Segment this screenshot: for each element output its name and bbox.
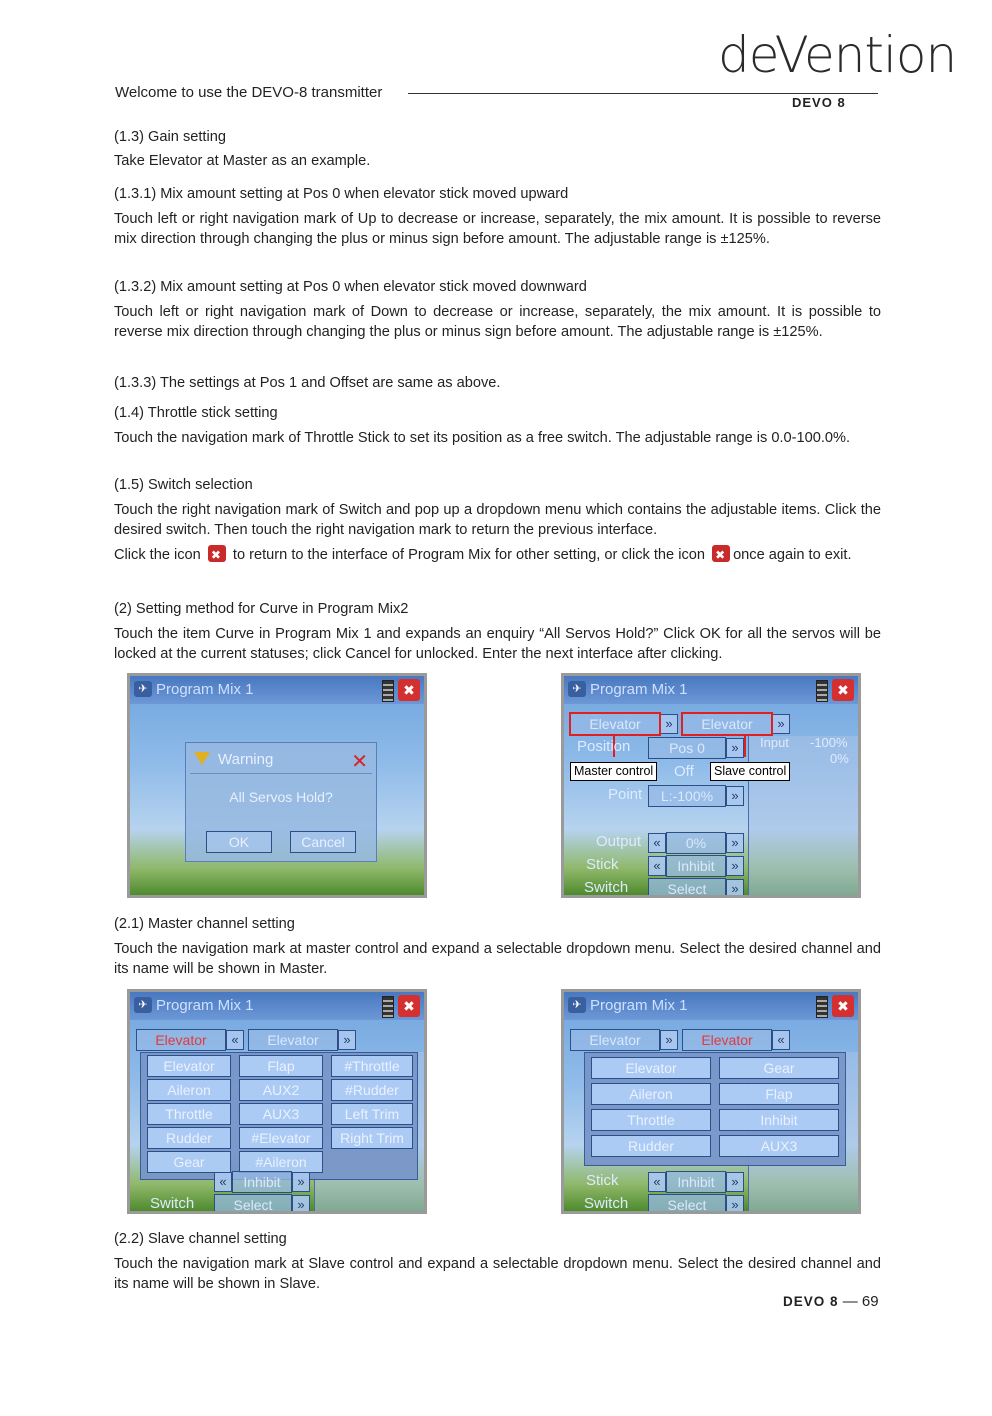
input-label: Input (760, 735, 789, 750)
program-icon: ✈ (134, 681, 152, 697)
position-label: Position (577, 738, 631, 755)
slave-pointer (744, 735, 746, 757)
program-icon: ✈ (568, 681, 586, 697)
screen-titlebar (130, 992, 424, 1020)
exit-icon[interactable]: ✖ (398, 679, 420, 701)
dropdown-option[interactable]: Flap (239, 1055, 323, 1077)
para-2: Touch the item Curve in Program Mix 1 and expands an enquiry “All Servos Hold?” Click OK for all the servos will be locked at the current statuses; click Cancel for unlocked. Enter the next interface after clicking. (114, 626, 881, 662)
master-control-callout: Master control (570, 762, 657, 781)
devention-logo: deVention (718, 26, 957, 84)
dropdown-option[interactable]: Aileron (591, 1083, 711, 1105)
dropdown-option[interactable]: Flap (719, 1083, 839, 1105)
slave-select[interactable]: Elevator (682, 713, 772, 735)
exit-icon (208, 545, 226, 562)
chevron-right-icon[interactable]: » (660, 714, 678, 734)
screenshot-master-dropdown (127, 989, 427, 1214)
ok-button[interactable]: OK (206, 831, 272, 853)
para-1-4: Touch the navigation mark of Throttle Stick to set its position as a free switch. The adjustable range is 0.0-100.0%. (114, 430, 851, 446)
heading-1-4: (1.4) Throttle stick setting (114, 405, 278, 421)
dropdown-option[interactable]: Left Trim (331, 1103, 413, 1125)
master-select[interactable]: Elevator (570, 1029, 660, 1051)
chevron-right-icon[interactable]: » (772, 714, 790, 734)
dropdown-option[interactable]: Right Trim (331, 1127, 413, 1149)
program-icon: ✈ (134, 997, 152, 1013)
chevron-right-icon[interactable]: » (726, 879, 744, 898)
stick-label: Stick (586, 1172, 619, 1189)
heading-2-1: (2.1) Master channel setting (114, 916, 295, 932)
page-number: 69 (861, 1293, 879, 1310)
footer-dash: — (838, 1293, 862, 1310)
stick-value[interactable]: Inhibit (666, 1171, 726, 1193)
icon-text-c: once again to exit. (733, 547, 852, 563)
exit-icon[interactable]: ✖ (832, 679, 854, 701)
point-select[interactable]: L:-100% (648, 785, 726, 807)
chevron-left-icon[interactable]: « (648, 1172, 666, 1192)
output-label: Output (596, 833, 642, 850)
icon-text-a: Click the icon (114, 547, 201, 563)
screen-titlebar (130, 676, 424, 704)
close-icon[interactable]: ✕ (351, 751, 368, 773)
switch-select[interactable]: Select (214, 1194, 292, 1214)
warning-icon (194, 752, 210, 765)
dropdown-option[interactable]: Rudder (591, 1135, 711, 1157)
chevron-right-icon[interactable]: » (726, 738, 744, 758)
screen-titlebar (564, 992, 858, 1020)
output-value[interactable]: 0% (666, 832, 726, 854)
chevron-left-icon[interactable]: « (772, 1030, 790, 1050)
cancel-button[interactable]: Cancel (290, 831, 356, 853)
screen-title: Program Mix 1 (156, 681, 254, 698)
heading-1-3: (1.3) Gain setting (114, 129, 226, 145)
chevron-right-icon[interactable]: » (338, 1030, 356, 1050)
slave-select[interactable]: Elevator (682, 1029, 772, 1051)
battery-icon (816, 996, 828, 1018)
dropdown-option[interactable]: Gear (147, 1151, 231, 1173)
switch-label: Switch (150, 1195, 195, 1212)
footer-brand: DEVO 8 (783, 1294, 839, 1309)
chevron-left-icon[interactable]: « (648, 833, 666, 853)
exit-icon[interactable]: ✖ (832, 995, 854, 1017)
chevron-left-icon[interactable]: « (648, 856, 666, 876)
battery-icon (382, 996, 394, 1018)
chevron-right-icon[interactable]: » (292, 1195, 310, 1214)
chevron-left-icon[interactable]: « (226, 1030, 244, 1050)
heading-1-3-2: (1.3.2) Mix amount setting at Pos 0 when elevator stick moved downward (114, 279, 587, 295)
dropdown-option[interactable]: AUX3 (719, 1135, 839, 1157)
screenshot-mix (561, 673, 861, 898)
heading-2-2: (2.2) Slave channel setting (114, 1231, 287, 1247)
master-select[interactable]: Elevator (570, 713, 660, 735)
chevron-right-icon[interactable]: » (726, 1172, 744, 1192)
heading-1-3-1: (1.3.1) Mix amount setting at Pos 0 when elevator stick moved upward (114, 186, 569, 202)
page-footer (783, 1293, 879, 1310)
para-1-5: Touch the right navigation mark of Switch and pop up a dropdown menu which contains the adjustable items. Click the desired switch. Then touch the right navigation mark to return the previous interface. (114, 502, 881, 538)
dropdown-option[interactable]: AUX3 (239, 1103, 323, 1125)
slave-select[interactable]: Elevator (248, 1029, 338, 1051)
screenshot-slave-dropdown (561, 989, 861, 1214)
warning-title-bar (190, 749, 372, 774)
point-label: Point (608, 786, 643, 803)
battery-icon (382, 680, 394, 702)
dropdown-option[interactable]: Elevator (591, 1057, 711, 1079)
dropdown-option[interactable]: AUX2 (239, 1079, 323, 1101)
para-1-3-2: Touch left or right navigation mark of Down to decrease or increase, separately, the mix amount. It is possible to reverse mix direction through changing the plus or minus sign before amount. The adjustable range is ±125%. (114, 304, 881, 340)
master-dropdown-menu (140, 1052, 418, 1180)
heading-1-3-3: (1.3.3) The settings at Pos 1 and Offset are same as above. (114, 375, 501, 391)
slave-highlight (681, 712, 773, 736)
dropdown-option[interactable]: #Elevator (239, 1127, 323, 1149)
para-1-3-1: Touch left or right navigation mark of Up to decrease or increase, separately, the mix amount. It is possible to reverse mix direction through changing the plus or minus sign before amount. The adjustable range is ±125%. (114, 211, 881, 247)
dropdown-option[interactable]: Aileron (147, 1079, 231, 1101)
chevron-right-icon[interactable]: » (726, 856, 744, 876)
switch-label: Switch (584, 879, 629, 896)
output-small-value: 0% (830, 751, 849, 766)
master-select[interactable]: Elevator (136, 1029, 226, 1051)
dropdown-option[interactable]: Elevator (147, 1055, 231, 1077)
stick-label: Stick (586, 856, 619, 873)
off-value: Off (674, 763, 694, 780)
chevron-left-icon[interactable]: « (214, 1172, 232, 1192)
chevron-right-icon[interactable]: » (726, 833, 744, 853)
chevron-right-icon[interactable]: » (726, 786, 744, 806)
switch-select[interactable]: Select (648, 1194, 726, 1214)
dropdown-option[interactable]: Gear (719, 1057, 839, 1079)
chevron-right-icon[interactable]: » (660, 1030, 678, 1050)
chevron-right-icon[interactable]: » (292, 1172, 310, 1192)
dropdown-option[interactable]: #Aileron (239, 1151, 323, 1173)
stick-value[interactable]: Inhibit (666, 855, 726, 877)
dropdown-option[interactable]: Inhibit (719, 1109, 839, 1131)
program-icon: ✈ (568, 997, 586, 1013)
slave-control-callout: Slave control (710, 762, 790, 781)
screen-title: Program Mix 1 (156, 997, 254, 1014)
para-1-5-icons (114, 545, 881, 565)
header-rule-right (718, 93, 878, 94)
heading-2: (2) Setting method for Curve in Program Mix2 (114, 601, 409, 617)
screen-title: Program Mix 1 (590, 997, 688, 1014)
dropdown-option[interactable]: #Throttle (331, 1055, 413, 1077)
screenshot-warning (127, 673, 427, 898)
position-select[interactable]: Pos 0 (648, 737, 726, 759)
battery-icon (816, 680, 828, 702)
heading-1-5: (1.5) Switch selection (114, 477, 253, 493)
para-1-3: Take Elevator at Master as an example. (114, 153, 371, 169)
para-2-2: Touch the navigation mark at Slave control and expand a selectable dropdown menu. Select the desired channel and its name will be shown in Slave. (114, 1256, 881, 1292)
stick-value[interactable]: Inhibit (232, 1171, 292, 1193)
page-header-title: Welcome to use the DEVO-8 transmitter (115, 84, 383, 101)
warning-dialog (185, 742, 377, 862)
chevron-right-icon[interactable]: » (726, 1195, 744, 1214)
dropdown-option[interactable]: Throttle (591, 1109, 711, 1131)
input-value: -100% (810, 735, 848, 750)
screen-titlebar (564, 676, 858, 704)
dropdown-option[interactable]: Rudder (147, 1127, 231, 1149)
master-highlight (569, 712, 661, 736)
exit-icon[interactable]: ✖ (398, 995, 420, 1017)
warning-message: All Servos Hold? (229, 789, 333, 805)
screen-title: Program Mix 1 (590, 681, 688, 698)
warning-title: Warning (218, 751, 274, 768)
exit-icon (712, 545, 730, 562)
para-2-1: Touch the navigation mark at master control and expand a selectable dropdown menu. Select the desired channel and its name will be shown in Master. (114, 941, 881, 977)
slave-dropdown-menu (584, 1052, 846, 1166)
header-rule (408, 93, 720, 94)
icon-text-b: to return to the interface of Program Mix for other setting, or click the icon (232, 547, 705, 563)
dropdown-option[interactable]: #Rudder (331, 1079, 413, 1101)
switch-label: Switch (584, 1195, 629, 1212)
switch-select[interactable]: Select (648, 878, 726, 898)
dropdown-option[interactable]: Throttle (147, 1103, 231, 1125)
logo-subtitle: DEVO 8 (792, 95, 846, 110)
